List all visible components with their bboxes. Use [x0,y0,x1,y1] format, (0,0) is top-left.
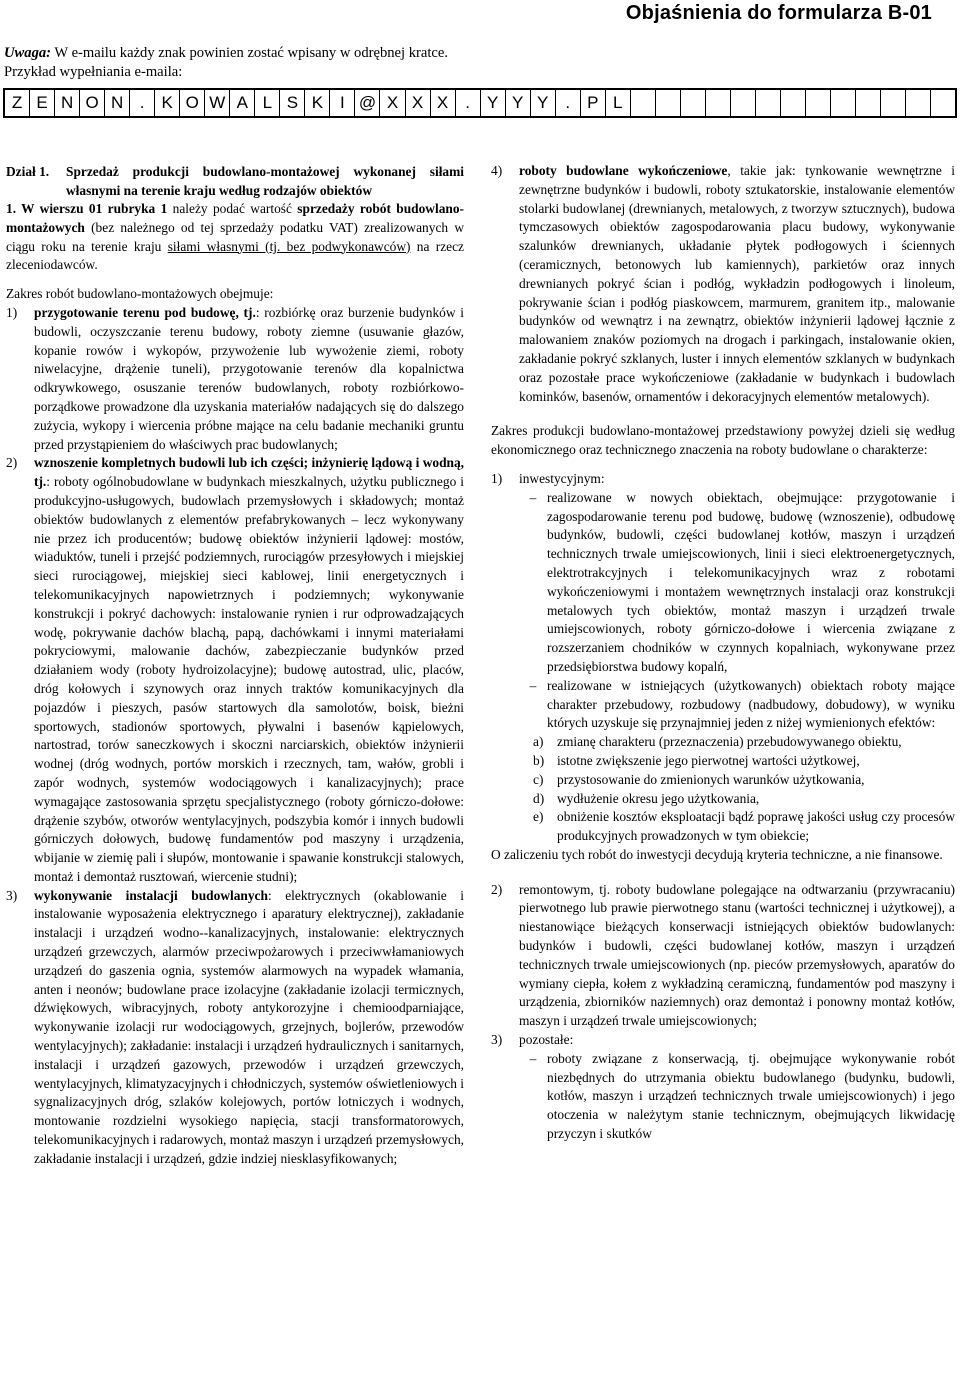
email-char-box: S [280,90,305,116]
section-title: Sprzedaż produkcji budowlano-montażowej wykonanej siłami własnymi na terenie kraju według rodzajów obiektów [66,164,464,198]
email-char-box [931,90,955,116]
email-char-box: Y [481,90,506,116]
sub-item: d) wydłużenie okresu jego użytkowania, [533,790,760,806]
zakres-intro: Zakres robót budowlano-montażowych obejmuje: [6,286,274,302]
section-header [6,162,464,200]
list-item: 1) przygotowanie terenu pod budowę, tj.: rozbiórkę oraz burzenie budynków i budowli, oczyszczanie terenu budowy, roboty ziemne (usuwanie głazów, kopanie rowów i wykopów, przywożenie lub wywożenie ziemi, roboty niwelacyjne, drążenie tuneli), przygotowanie terenów dla kopalnictwa odkrywkowego, osuszanie terenów budowlanych, roboty rozbiórkowo-porządkowe prowadzone dla uzyskania materiałów nadających się do dalszego zużycia, wykopy i wiercenia próbne mające na celu badanie mechaniki gruntu przed przystąpieniem do właściwych prac budowlanych; [6,304,464,452]
list-item-remontowe: 2) remontowym, tj. roboty budowlane polegające na odtwarzaniu (przywracaniu) pierwotnego lub prawie pierwotnego stanu (wartości technicznej i użytkowej), a niestanowiące bieżących konserwacji istniejących obiektów budowlanych: budynków i budowli, części budowlanej kotłów, maszyn i urządzeń technicznych trwale umiejscowionych (np. pieców przemysłowych, aparatów do wymiany ciepła, kołem z wykładziną ceramiczną, fundamentów pod maszyny i urządzenia, zbiorników naziemnych) oraz demontaż i ponowny montaż kotłów, maszyn i urządzeń trwale umiejscowionych; [491,881,955,1029]
section-label: Dział 1. [6,164,50,179]
email-char-box [806,90,831,116]
intro-paragraph: 1. W wierszu 01 rubryka 1 należy podać wartość sprzedaży robót budowlano-montażowych (bez należnego od tej sprzedaży podatku VAT) zrealizowanych w ciągu roku na terenie kraju siłami własnymi (tj. bez podwykonawców) na rzecz zleceniodawców. [6,201,464,273]
email-char-box: Z [5,90,30,116]
email-char-box: Y [506,90,531,116]
email-char-box: . [556,90,581,116]
left-column [6,162,464,1169]
email-char-box: A [230,90,255,116]
email-char-box: . [456,90,481,116]
email-char-box: E [30,90,55,116]
email-char-box: X [406,90,431,116]
email-char-box [731,90,756,116]
email-char-box: K [305,90,330,116]
note-text: W e-mailu każdy znak powinien zostać wpisany w odrębnej kratce. [51,45,449,61]
email-char-box: L [255,90,280,116]
dash-item: – realizowane w istniejących (użytkowanych) obiektach roboty mające charakter przebudowy, rozbudowy (nadbudowy, dobudowy), w wyniku których uzyskuje się przynajmniej jeden z niżej wymienionych efektów: [529,677,955,731]
list-item-pozostale: 3) pozostałe: [491,1032,574,1048]
email-char-box [706,90,731,116]
email-char-box: @ [355,90,380,116]
sub-item: a) zmianę charakteru (przeznaczenia) przebudowywanego obiektu, [533,734,902,750]
sub-item: e) obniżenie kosztów eksploatacji bądź poprawę jakości usług czy procesów produkcyjnych prowadzonych w tym obiekcie; [533,809,955,844]
note [4,44,448,82]
criteria-paragraph: O zaliczeniu tych robót do inwestycji decydują kryteria techniczne, a nie finansowe. [491,846,943,862]
note-line [4,44,448,63]
dash-item: – realizowane w nowych obiektach, obejmujące: przygotowanie i zagospodarowanie terenu pod budowę, budowę (wznoszenie), odbudowę budynków, budowli, części budowlanej kotłów, maszyn i urządzeń technicznych trwale umiejscowionych, linii i sieci elektroenergetycznych, elektrotrakcyjnych i telekomunikacyjnych wraz z robotami wykończeniowymi i montażem wewnętrznych instalacji oraz konstrukcji metalowych tych obiektów, montaż maszyn i urządzeń trwale umiejscowionych, roboty górniczo-dołowe i wiercenia związane z rozszerzaniem chodników w czynnych kopalniach, wykonywane przez przedsiębiorstwa budowy kopalń, [529,489,955,674]
email-boxes [3,88,957,118]
sub-item: c) przystosowanie do zmienionych warunków użytkowania, [533,771,865,787]
email-char-box [681,90,706,116]
email-char-box: O [180,90,205,116]
email-char-box: L [606,90,631,116]
email-char-box: P [581,90,606,116]
email-char-box [756,90,781,116]
list-item: 3) wykonywanie instalacji budowlanych: elektrycznych (okablowanie i instalowanie wyposażenia elektrycznego i aparatury elektrycznej), zakładanie instalacji i urządzeń wodno--kanalizacyjnych, instalowanie: elektrycznych urządzeń grzewczych, alarmów przeciwpożarowych i przeciwwłamaniowych urządzeń do gaszenia ognia, systemów alarmowych na wypadek włamania, anten i neonów; budowlane prace izolacyjne (zakładanie izolacji termicznych, dźwiękowych, wibracyjnych, roboty antykorozyjne i chemioodparniające, wykonywanie izolacji rur wodociągowych, grzejnych, bojlerów, przewodów wentylacyjnych); zakładanie: instalacji i urządzeń hydraulicznych i sanitarnych, instalacji i urządzeń gazowych, przewodów i urządzeń grzewczych, wentylacyjnych, klimatyzacyjnych i chłodniczych, systemów oświetleniowych i sygnalizacyjnych dróg, szlaków kolejowych, portów lotniczych i wodnych, montowanie rozdzielni wysokiego napięcia, stacji transformatorowych, telekomunikacyjnych i radarowych, montaż maszyn i urządzeń przemysłowych, zakładanie instalacji i urządzeń, gdzie indziej niesklasyfikowanych; [6,887,464,1166]
email-char-box: W [205,90,230,116]
email-char-box [906,90,931,116]
example-label: Przykład wypełniania e-maila: [4,64,183,80]
email-char-box [631,90,656,116]
list-item-inwestycyjne: 1) inwestycyjnym: [491,470,605,486]
email-char-box: . [130,90,155,116]
email-char-box [856,90,881,116]
email-char-box: K [155,90,180,116]
note-label: Uwaga: [4,45,52,61]
email-char-box [881,90,906,116]
right-column [491,162,955,1144]
email-char-box: I [330,90,355,116]
email-char-box: X [431,90,456,116]
list-item: 2) wznoszenie kompletnych budowli lub ich części; inżynierię lądową i wodną, tj.: roboty ogólnobudowlane w budynkach mieszkalnych, użytku publicznego i produkcyjno-usługowych, budowlach przemysłowych i składowych; montaż obiektów budowlanych z elementów prefabrykowanych – lecz wykonywany nie przez ich producentów; budowę obiektów inżynierii lądowej: mostów, wiaduktów, tuneli i przejść podziemnych, rurociągów przesyłowych i miejskiej sieci rurociągowej, miejskiej sieci kablowej, linii energetycznych i telekomunikacyjnych napowietrznych i podziemnych; wykonywanie konstrukcji i pokryć dachowych: instalowanie rynien i rur odprowadzających wodę, pokrywanie dachów blachą, papą, dachówkami i innymi materiałami pokryciowymi, malowanie dachów, zabezpieczanie budynków przed działaniem wody (roboty hydroizolacyjne); budowę autostrad, ulic, placów, dróg kołowych i szynowych oraz innych traktów komunikacyjnych dla pojazdów i pieszych, pasów startowych dla samolotów, boisk, bieżni sportowych, stadionów sportowych, pływalni i basenów kąpielowych, nartostrad, torów saneczkowych i skoczni narciarskich, obiektów inżynierii wodnej (dróg wodnych, portów morskich i rzecznych, tam, wałów, grobli i zapór wodnych, systemów wodociągowych i kanalizacyjnych); prace wymagające zastosowania sprzętu specjalistycznego (roboty górniczo-dołowe: drążenie szybów, otworów wentylacyjnych, podszybia komór i innych budowli górniczych dołowych, budowę fundamentów pod maszyny i urządzenia, wbijanie w ziemię pali i słupów, montowanie i spawanie konstrukcji stalowych, montaż i demontaż rusztowań, wiercenie studni); [6,455,465,884]
email-char-box: O [80,90,105,116]
email-char-box: X [380,90,405,116]
page-title: Objaśnienia do formularza B-01 [625,2,932,24]
list-item: 4) roboty budowlane wykończeniowe, takie jak: tynkowanie wewnętrzne i zewnętrzne budynków i budowli, roboty sztukatorskie, instalowanie elementów stolarki budowlanej (drewnianych, metalowych, z tworzyw sztucznych), budowa tymczasowych obiektów zagospodarowania placu budowy, wykonywanie szalunków drewnianych, układanie płytek podłogowych i ściennych (ceramicznych, betonowych lub kamiennych), parkietów oraz innych drewnianych pokryć ścian i podłóg, wykładzin podłogowych i linoleum, pokrywanie ścian i podłóg piaskowcem, marmurem, granitem itp., malowanie budynków od wewnątrz i na zewnątrz, obiektów inżynierii lądowej łącznie z malowaniem znaków poziomych na drogach i parkingach, instalowanie okien, zakładanie pokryć szklanych, luster i innych elementów szklanych w budynkach oraz pozostałe prace wykończeniowe (zakładanie w budynkach i budowlach kominków, basenów, ornamentów i dekoracyjnych elementów metalowych). [491,163,955,404]
email-char-box: Y [531,90,556,116]
sub-item: b) istotne zwiększenie jego pierwotnej wartości użytkowej, [533,752,860,768]
email-char-box [831,90,856,116]
dash-item: – roboty związane z konserwacją, tj. obejmujące wykonywanie robót niezbędnych do utrzymania obiektu budowlanego (budynku, budowli, kotłów, maszyn i urządzeń technicznych trwale umiejscowionych) i jego otoczenia w należytym stanie technicznym, obejmujących likwidację przyczyn i skutków [529,1050,955,1142]
email-char-box: N [105,90,130,116]
email-char-box [781,90,806,116]
email-char-box [656,90,681,116]
zakres-paragraph: Zakres produkcji budowlano-montażowej przedstawiony powyżej dzieli się według ekonomicznego oraz technicznego znaczenia na roboty budowlane o charakterze: [491,423,955,458]
email-char-box: N [55,90,80,116]
